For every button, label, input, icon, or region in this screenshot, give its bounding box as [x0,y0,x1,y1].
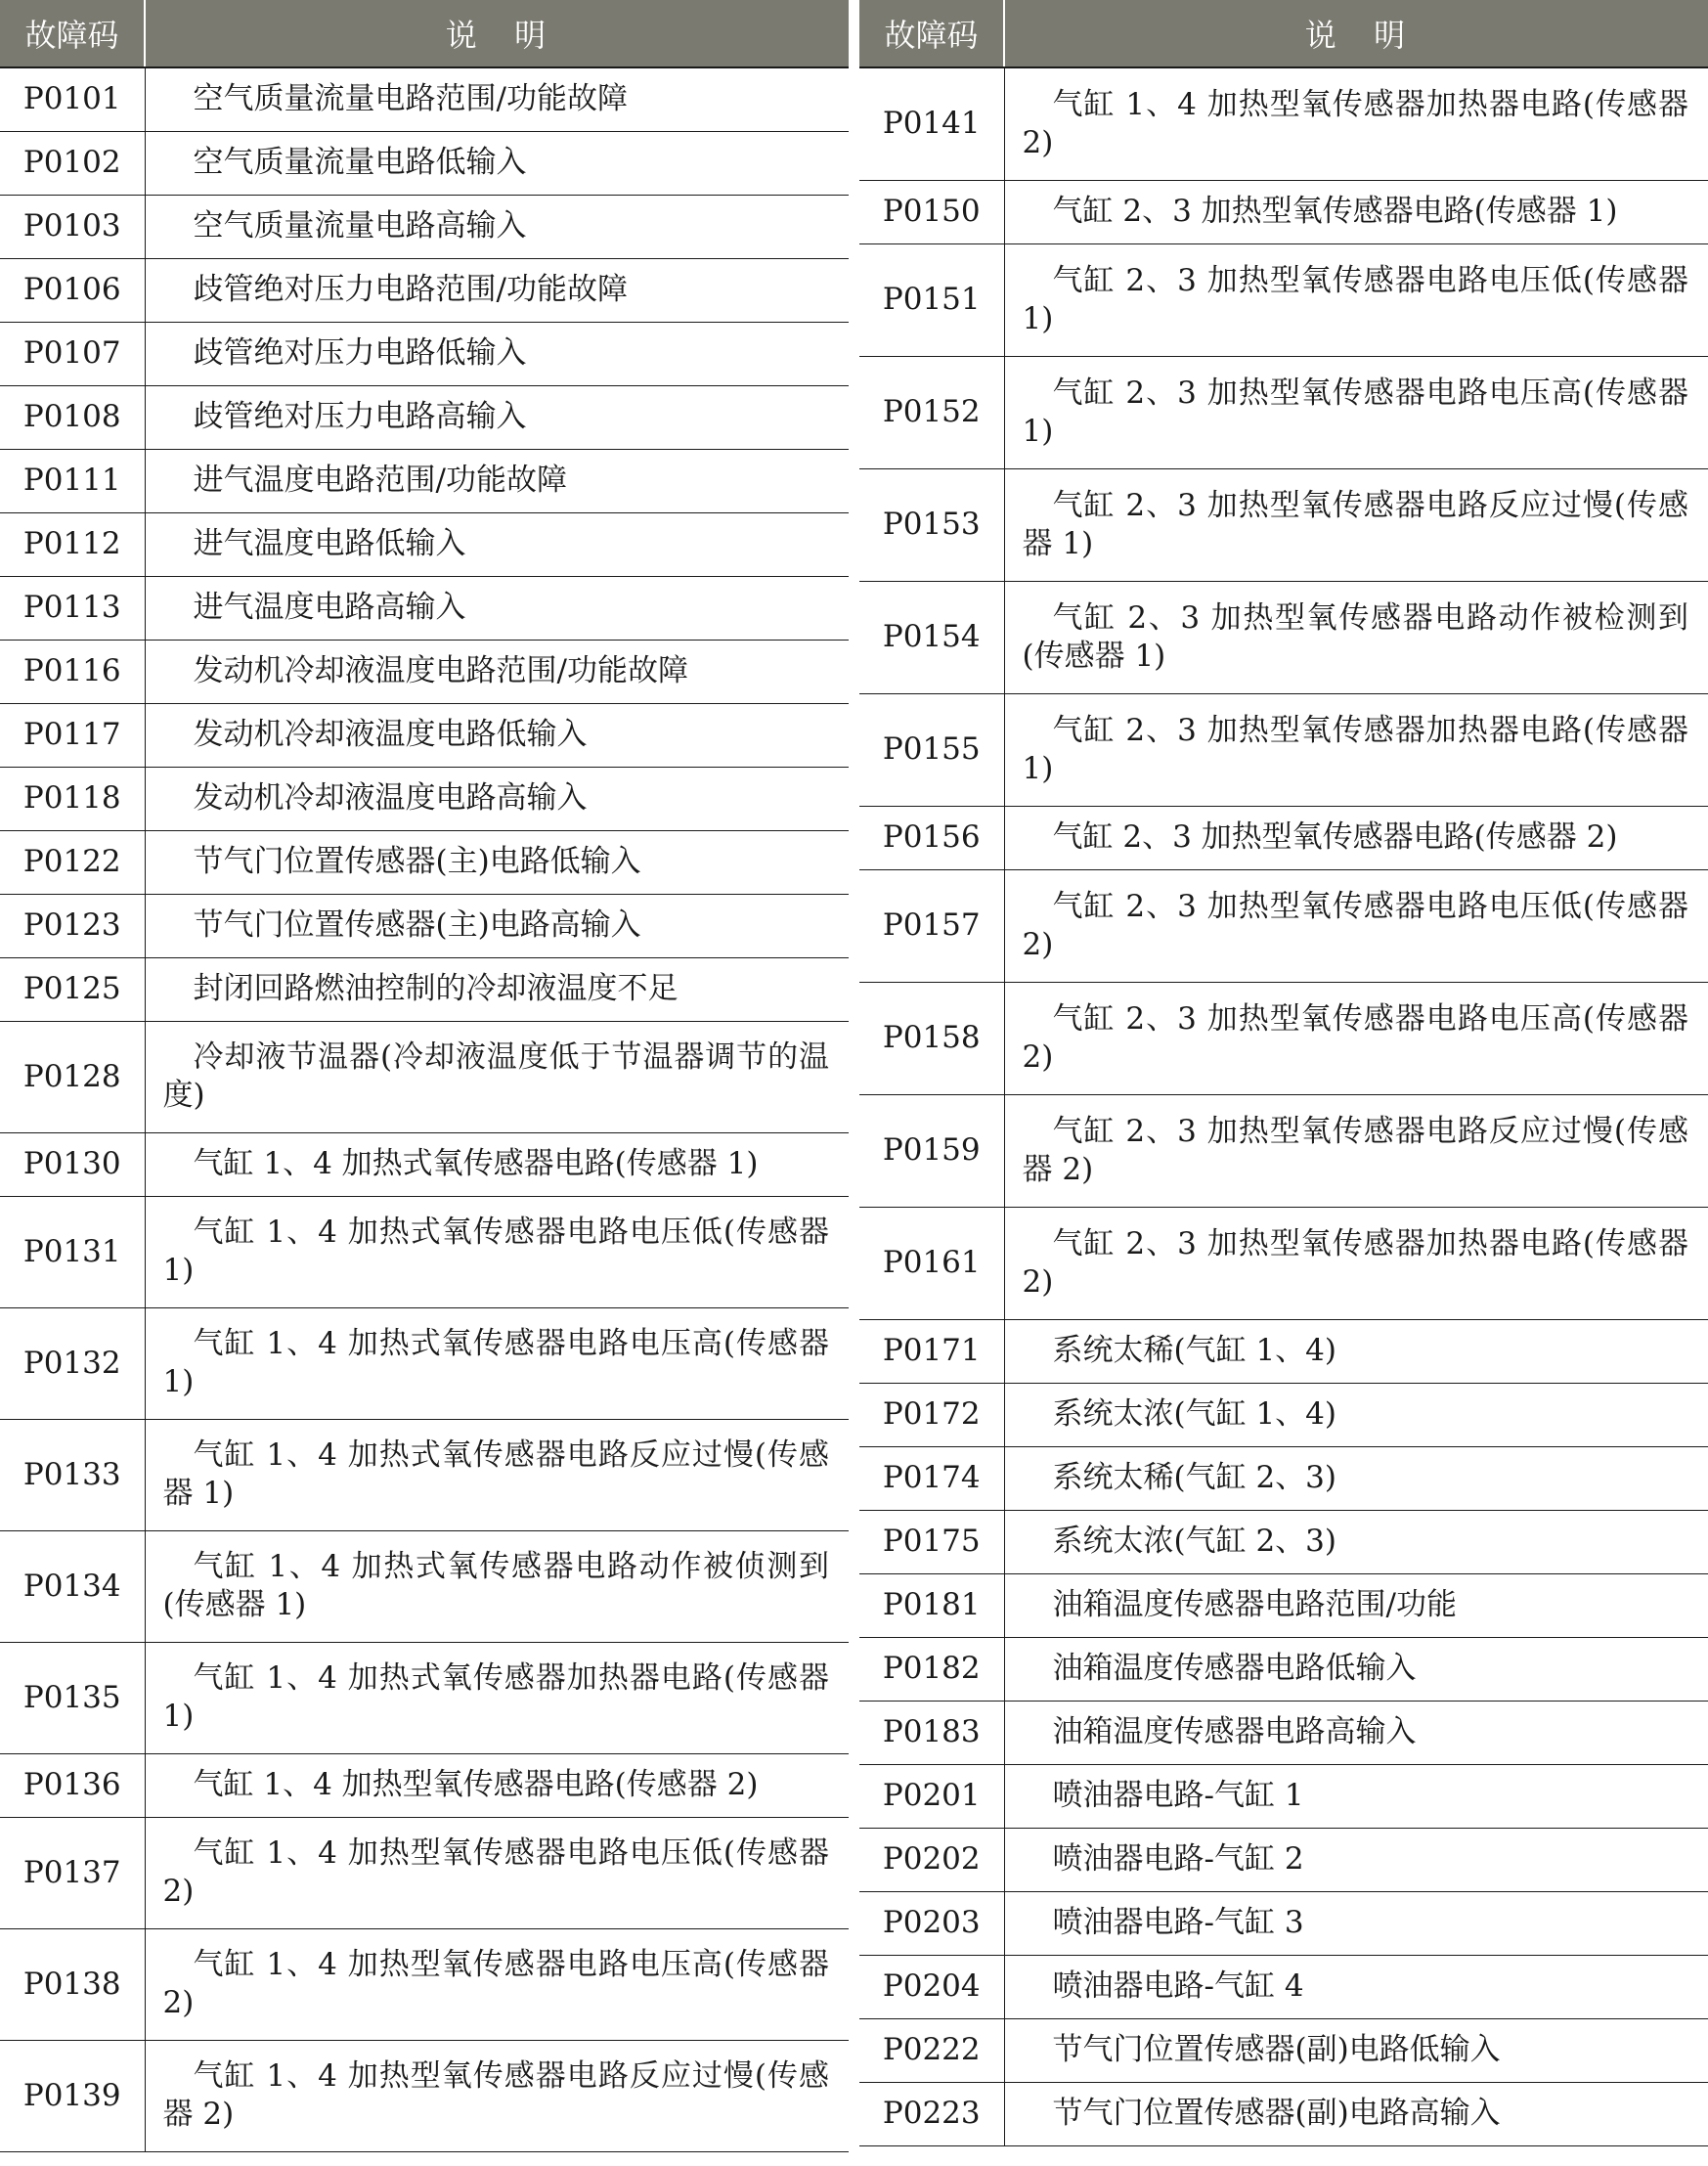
description-cell: 油箱温度传感器电路范围/功能 [1004,1573,1708,1637]
fault-code-cell: P0159 [859,1094,1004,1207]
description-cell: 气缸 1、4 加热型氧传感器电路电压低(传感器 2) [145,1817,849,1928]
description-cell: 进气温度电路低输入 [145,512,849,576]
header-code: 故障码 [859,0,1004,67]
fault-code-cell: P0117 [0,703,145,767]
description-cell: 气缸 2、3 加热型氧传感器电路电压高(传感器 2) [1004,982,1708,1094]
fault-code-cell: P0107 [0,322,145,385]
fault-code-cell: P0136 [0,1753,145,1817]
fault-code-cell: P0154 [859,581,1004,693]
table-row [859,1891,1708,1955]
table-row [859,1094,1708,1207]
description-cell: 气缸 2、3 加热型氧传感器加热器电路(传感器 2) [1004,1207,1708,1319]
table-row [0,322,849,385]
description-cell: 气缸 1、4 加热式氧传感器加热器电路(传感器 1) [145,1642,849,1753]
fault-code-cell: P0151 [859,243,1004,356]
description-cell: 节气门位置传感器(主)电路高输入 [145,894,849,957]
table-row [859,1955,1708,2018]
fault-code-cell: P0201 [859,1764,1004,1828]
table-row [859,180,1708,243]
header-code: 故障码 [0,0,145,67]
description-cell: 空气质量流量电路范围/功能故障 [145,67,849,131]
fault-code-cell: P0134 [0,1530,145,1642]
table-row [0,1419,849,1530]
fault-code-cell: P0138 [0,1928,145,2040]
fault-code-cell: P0125 [0,957,145,1021]
description-cell: 系统太浓(气缸 1、4) [1004,1383,1708,1446]
fault-code-cell: P0137 [0,1817,145,1928]
description-cell: 封闭回路燃油控制的冷却液温度不足 [145,957,849,1021]
table-row [859,982,1708,1094]
fault-code-cell: P0183 [859,1701,1004,1764]
table-row [0,1817,849,1928]
table-row [0,512,849,576]
fault-code-cell: P0157 [859,869,1004,982]
fault-code-cell: P0153 [859,468,1004,581]
fault-code-cell: P0106 [0,258,145,322]
description-cell: 气缸 1、4 加热式氧传感器电路电压低(传感器 1) [145,1196,849,1307]
description-cell: 发动机冷却液温度电路高输入 [145,767,849,830]
fault-code-cell: P0174 [859,1446,1004,1510]
table-row [0,131,849,195]
table-row [0,385,849,449]
description-cell: 气缸 1、4 加热型氧传感器电路电压高(传感器 2) [145,1928,849,2040]
fault-code-cell: P0108 [0,385,145,449]
header-description: 说 明 [1004,0,1708,67]
description-cell: 气缸 1、4 加热型氧传感器电路(传感器 2) [145,1753,849,1817]
description-cell: 气缸 1、4 加热式氧传感器电路(传感器 1) [145,1132,849,1196]
fault-code-cell: P0112 [0,512,145,576]
description-cell: 气缸 2、3 加热型氧传感器电路电压高(传感器 1) [1004,356,1708,468]
fault-code-table-left [0,0,849,2152]
fault-code-cell: P0156 [859,806,1004,869]
table-header-row [859,0,1708,67]
table-row [0,957,849,1021]
description-cell: 进气温度电路高输入 [145,576,849,640]
table-row [0,894,849,957]
header-description: 说 明 [145,0,849,67]
table-row [0,67,849,131]
table-row [0,767,849,830]
description-cell: 喷油器电路-气缸 2 [1004,1828,1708,1891]
table-row [0,1196,849,1307]
table-row [859,67,1708,180]
description-cell: 歧管绝对压力电路低输入 [145,322,849,385]
table-row [859,1637,1708,1701]
fault-code-cell: P0103 [0,195,145,258]
fault-code-cell: P0118 [0,767,145,830]
table-body-left [0,67,849,2151]
fault-code-cell: P0130 [0,1132,145,1196]
description-cell: 节气门位置传感器(主)电路低输入 [145,830,849,894]
description-cell: 油箱温度传感器电路高输入 [1004,1701,1708,1764]
description-cell: 系统太稀(气缸 2、3) [1004,1446,1708,1510]
description-cell: 发动机冷却液温度电路低输入 [145,703,849,767]
fault-code-cell: P0133 [0,1419,145,1530]
description-cell: 气缸 1、4 加热式氧传感器电路动作被侦测到(传感器 1) [145,1530,849,1642]
fault-code-cell: P0222 [859,2018,1004,2082]
table-row [859,356,1708,468]
table-row [0,1928,849,2040]
fault-code-cell: P0101 [0,67,145,131]
description-cell: 气缸 2、3 加热型氧传感器电路(传感器 2) [1004,806,1708,869]
fault-code-cell: P0132 [0,1307,145,1419]
fault-code-cell: P0131 [0,1196,145,1307]
table-row [859,869,1708,982]
description-cell: 喷油器电路-气缸 1 [1004,1764,1708,1828]
table-row [0,1530,849,1642]
fault-code-cell: P0150 [859,180,1004,243]
fault-code-cell: P0161 [859,1207,1004,1319]
description-cell: 空气质量流量电路高输入 [145,195,849,258]
table-row [0,830,849,894]
table-row [859,468,1708,581]
description-cell: 冷却液节温器(冷却液温度低于节温器调节的温度) [145,1021,849,1132]
description-cell: 系统太浓(气缸 2、3) [1004,1510,1708,1573]
table-row [859,243,1708,356]
description-cell: 气缸 1、4 加热型氧传感器电路反应过慢(传感器 2) [145,2040,849,2151]
table-row [859,1510,1708,1573]
table-row [859,2018,1708,2082]
table-row [859,1383,1708,1446]
table-row [859,1701,1708,1764]
table-row [0,1307,849,1419]
table-row [859,1446,1708,1510]
table-row [859,806,1708,869]
table-row [0,258,849,322]
description-cell: 进气温度电路范围/功能故障 [145,449,849,512]
column-divider [849,0,859,2166]
description-cell: 喷油器电路-气缸 4 [1004,1955,1708,2018]
table-row [0,1642,849,1753]
fault-code-cell: P0181 [859,1573,1004,1637]
description-cell: 气缸 2、3 加热型氧传感器电路电压低(传感器 1) [1004,243,1708,356]
description-cell: 气缸 1、4 加热型氧传感器加热器电路(传感器 2) [1004,67,1708,180]
table-row [0,640,849,703]
fault-code-cell: P0175 [859,1510,1004,1573]
fault-code-cell: P0203 [859,1891,1004,1955]
fault-code-cell: P0158 [859,982,1004,1094]
description-cell: 气缸 2、3 加热型氧传感器加热器电路(传感器 1) [1004,693,1708,806]
fault-code-cell: P0182 [859,1637,1004,1701]
table-row [0,2040,849,2151]
fault-code-cell: P0102 [0,131,145,195]
table-row [859,1828,1708,1891]
description-cell: 气缸 2、3 加热型氧传感器电路反应过慢(传感器 1) [1004,468,1708,581]
description-cell: 空气质量流量电路低输入 [145,131,849,195]
fault-code-cell: P0135 [0,1642,145,1753]
description-cell: 气缸 2、3 加热型氧传感器电路电压低(传感器 2) [1004,869,1708,982]
fault-code-cell: P0128 [0,1021,145,1132]
table-row [0,1021,849,1132]
table-row [859,693,1708,806]
fault-code-cell: P0155 [859,693,1004,806]
table-row [859,2082,1708,2145]
table-row [0,1132,849,1196]
description-cell: 歧管绝对压力电路高输入 [145,385,849,449]
description-cell: 气缸 1、4 加热式氧传感器电路电压高(传感器 1) [145,1307,849,1419]
table-header-row [0,0,849,67]
fault-code-table-right [859,0,1708,2146]
description-cell: 节气门位置传感器(副)电路低输入 [1004,2018,1708,2082]
table-row [0,449,849,512]
description-cell: 气缸 2、3 加热型氧传感器电路(传感器 1) [1004,180,1708,243]
table-body-right [859,67,1708,2145]
description-cell: 喷油器电路-气缸 3 [1004,1891,1708,1955]
fault-code-cell: P0202 [859,1828,1004,1891]
table-row [0,703,849,767]
description-cell: 气缸 1、4 加热式氧传感器电路反应过慢(传感器 1) [145,1419,849,1530]
fault-code-cell: P0171 [859,1319,1004,1383]
fault-code-cell: P0116 [0,640,145,703]
description-cell: 歧管绝对压力电路范围/功能故障 [145,258,849,322]
fault-code-cell: P0223 [859,2082,1004,2145]
fault-code-cell: P0139 [0,2040,145,2151]
fault-code-cell: P0111 [0,449,145,512]
fault-code-cell: P0123 [0,894,145,957]
table-row [0,195,849,258]
table-row [0,1753,849,1817]
table-row [859,1764,1708,1828]
description-cell: 气缸 2、3 加热型氧传感器电路动作被检测到(传感器 1) [1004,581,1708,693]
fault-code-cell: P0113 [0,576,145,640]
table-row [859,1573,1708,1637]
table-row [859,1319,1708,1383]
description-cell: 节气门位置传感器(副)电路高输入 [1004,2082,1708,2145]
description-cell: 系统太稀(气缸 1、4) [1004,1319,1708,1383]
table-row [859,581,1708,693]
fault-code-cell: P0122 [0,830,145,894]
description-cell: 气缸 2、3 加热型氧传感器电路反应过慢(传感器 2) [1004,1094,1708,1207]
table-row [859,1207,1708,1319]
table-row [0,576,849,640]
description-cell: 发动机冷却液温度电路范围/功能故障 [145,640,849,703]
fault-code-cell: P0152 [859,356,1004,468]
description-cell: 油箱温度传感器电路低输入 [1004,1637,1708,1701]
fault-code-cell: P0141 [859,67,1004,180]
fault-code-cell: P0172 [859,1383,1004,1446]
fault-code-cell: P0204 [859,1955,1004,2018]
